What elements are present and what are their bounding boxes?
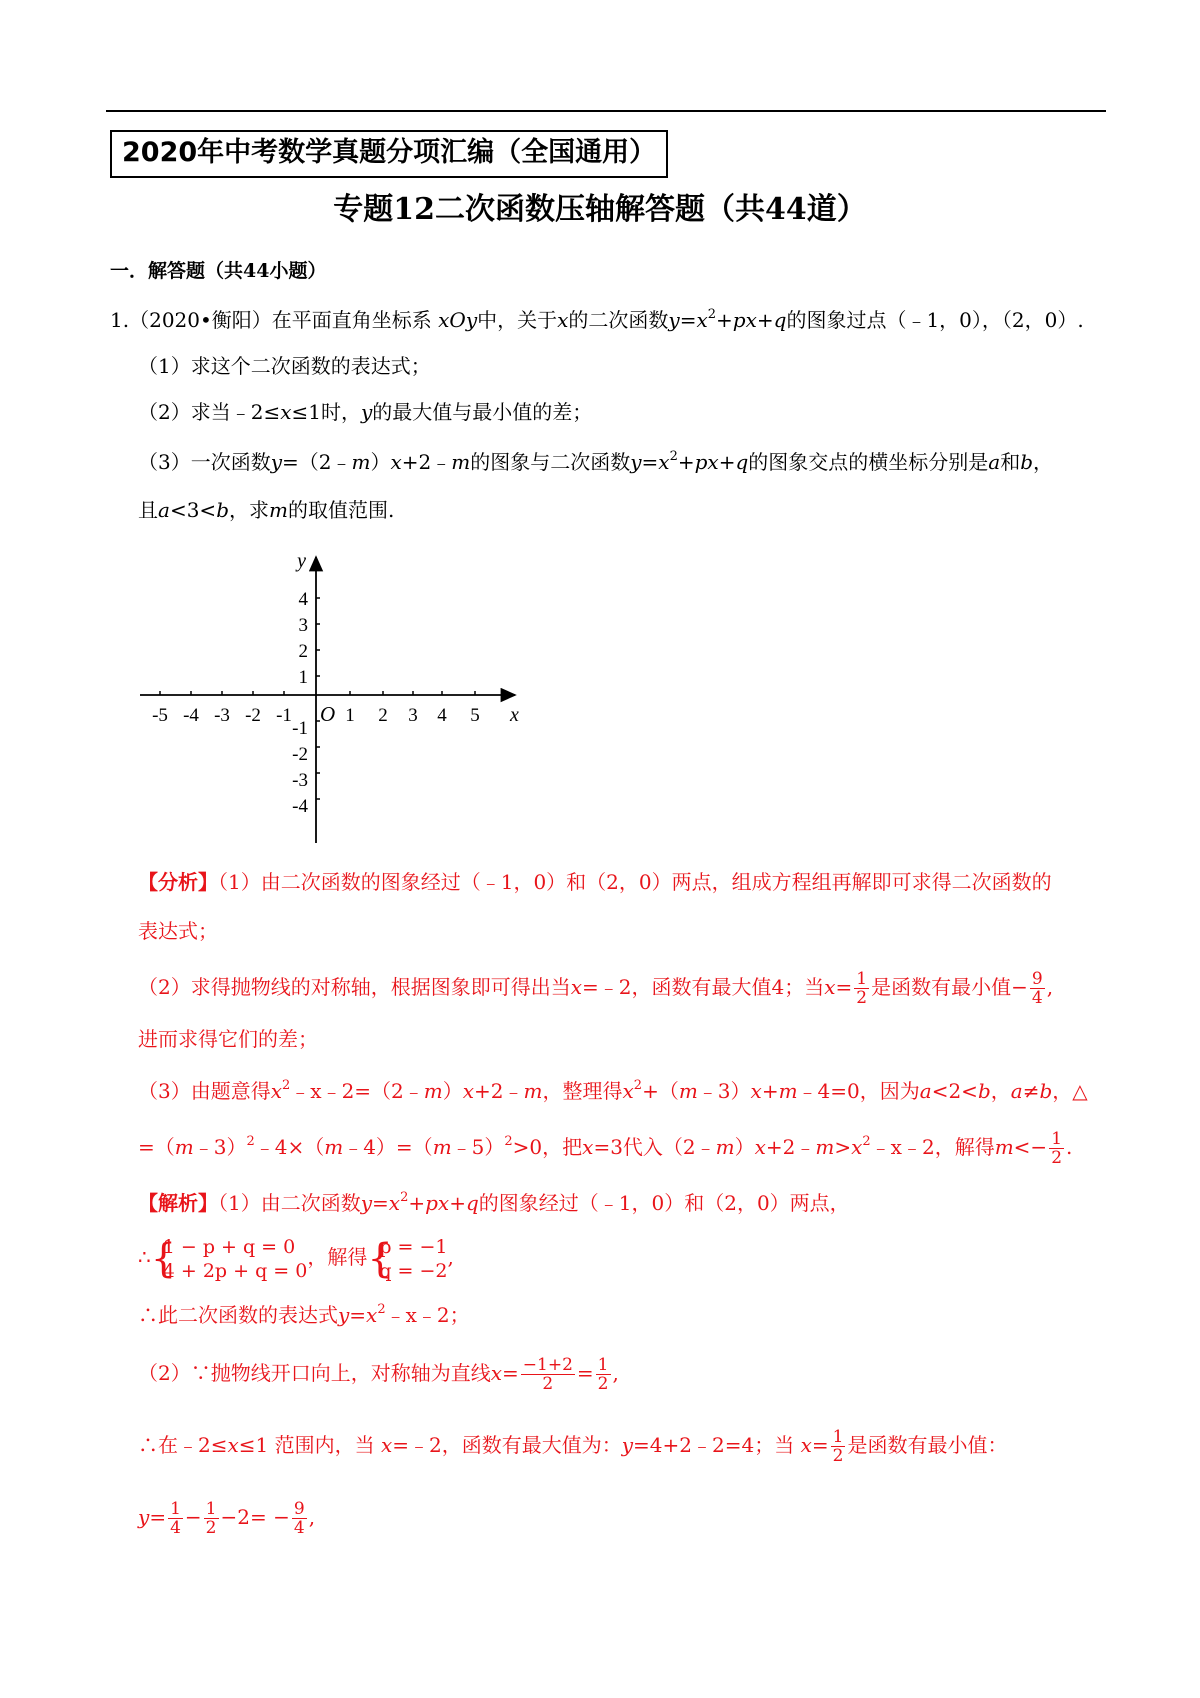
fraction: $\frac{1}{2}$ bbox=[205, 1499, 217, 1538]
coordinate-axes-figure bbox=[130, 545, 530, 845]
fraction: $\frac{1}{2}$ bbox=[1051, 1129, 1063, 1168]
y-tick-label: -3 bbox=[292, 770, 308, 791]
y-tick-label: 1 bbox=[298, 667, 308, 688]
origin-label: O bbox=[320, 702, 336, 726]
equation-system: { p = −1 q = −2 bbox=[367, 1235, 448, 1282]
solution-s4: （2）∵抛物线开口向上，对称轴为直线x= $\frac{-1+2}{2}$ = $\frac{1}{2}$ , bbox=[138, 1355, 619, 1394]
solution-s6: y= $\frac{1}{4}$ − $\frac{1}{2}$ −2= − $\frac{9}{4}$ , bbox=[138, 1499, 316, 1538]
analysis-p2: （2）求得抛物线的对称轴，根据图象即可得出当x=﹣2，函数有最大值4；当x= $\frac{1}{2}$ 是函数有最小值− $\frac{9}{4}$ , bbox=[138, 969, 1054, 1008]
problem-number: 1 bbox=[110, 308, 123, 332]
y-tick-label: -2 bbox=[292, 744, 308, 765]
fraction: $\frac{9}{4}$ bbox=[1031, 969, 1043, 1008]
y-tick-label: 3 bbox=[298, 615, 308, 636]
equation-system: { 1 − p + q = 0 4 + 2p + q = 0 bbox=[150, 1235, 308, 1282]
analysis-p1-cont: 表达式； bbox=[138, 919, 218, 943]
y-tick-label: 2 bbox=[298, 641, 308, 662]
x-tick-label: -3 bbox=[214, 705, 230, 726]
solution-s3: ∴此二次函数的表达式$y=x^2﹣x﹣2$； bbox=[138, 1302, 470, 1327]
fraction: $\frac{1}{4}$ bbox=[170, 1499, 181, 1538]
fraction: $\frac{1}{2}$ bbox=[597, 1355, 609, 1394]
problem-source: （2020•衡阳） bbox=[129, 308, 272, 332]
solution-s2: ∴ { 1 − p + q = 0 4 + 2p + q = 0 ，解得 { p = −1 q = −2 , bbox=[138, 1235, 454, 1282]
problem-stem: 1.（2020•衡阳）在平面直角坐标系 xOy中，关于x的二次函数$y=x^2+px+q$的图象过点（﹣1，0），（2，0）. bbox=[110, 307, 1084, 332]
y-tick-label: -1 bbox=[292, 718, 308, 739]
question-3: （3）一次函数y=（2﹣m）x+2﹣m的图象与二次函数$y=x^2+px+q$的图象交点的横坐标分别是a和b， bbox=[138, 449, 1054, 474]
section-heading: 一．解答题（共44小题） bbox=[110, 260, 327, 282]
analysis-p3: （3）由题意得$x^2﹣x﹣2=(2﹣m)x+2﹣m$，整理得$x^2+(m﹣3)x+m﹣4=0$，因为a<2<b，a≠b，△ bbox=[138, 1078, 1088, 1103]
x-tick-label: -4 bbox=[183, 705, 199, 726]
fraction: $\frac{-1+2}{2}$ bbox=[522, 1355, 573, 1394]
fraction: $\frac{9}{4}$ bbox=[293, 1499, 305, 1538]
x-tick-label: -1 bbox=[276, 705, 292, 726]
y-axis-label: y bbox=[297, 550, 306, 572]
question-2: （2）求当﹣2≤x≤1时，y的最大值与最小值的差； bbox=[138, 400, 593, 424]
x-tick-label: 3 bbox=[408, 705, 418, 726]
analysis-label: 【分析】 bbox=[138, 870, 218, 894]
analysis-p3-cont: =（m﹣3）$^2$﹣4×（m﹣4）=（m﹣5）$^2$>0，把x=3代入$(2﹣m)x+2﹣m>x^2﹣x﹣2$，解得m<− $\frac{1}{2}$ . bbox=[138, 1129, 1073, 1168]
y-tick-label: -4 bbox=[292, 796, 308, 817]
x-tick-label: 2 bbox=[378, 705, 388, 726]
x-tick-label: 4 bbox=[437, 705, 447, 726]
question-1: （1）求这个二次函数的表达式； bbox=[138, 354, 431, 378]
x-tick-label: 1 bbox=[345, 705, 355, 726]
analysis-p2-cont: 进而求得它们的差； bbox=[138, 1027, 318, 1051]
solution-label: 【解析】 bbox=[138, 1191, 218, 1215]
fraction: $\frac{1}{2}$ bbox=[856, 969, 868, 1008]
x-axis-label: x bbox=[510, 704, 519, 726]
series-title: 2020年中考数学真题分项汇编（全国通用） bbox=[110, 130, 668, 178]
solution-s5: ∴在﹣2≤x≤1 范围内，当 x=﹣2，函数有最大值为：y=4+2﹣2=4；当 x= $\frac{1}{2}$ 是函数有最小值： bbox=[138, 1427, 1008, 1466]
fraction: $\frac{1}{2}$ bbox=[832, 1427, 844, 1466]
question-3-cont: 且a<3<b，求m的取值范围. bbox=[138, 498, 395, 522]
y-tick-label: 4 bbox=[298, 589, 308, 610]
x-tick-label: -5 bbox=[152, 705, 168, 726]
top-rule bbox=[106, 110, 1106, 112]
x-tick-label: 5 bbox=[470, 705, 480, 726]
x-tick-label: -2 bbox=[245, 705, 261, 726]
analysis-p1: 【分析】（1）由二次函数的图象经过（﹣1，0）和（2，0）两点，组成方程组再解即可求得二次函数的 bbox=[138, 870, 1052, 894]
y-tick-labels bbox=[292, 589, 308, 817]
topic-title: 专题12二次函数压轴解答题（共44道） bbox=[333, 192, 867, 227]
solution-s1: 【解析】（1）由二次函数$y=x^2+px+q$的图象经过（﹣1，0）和（2，0）两点， bbox=[138, 1190, 850, 1215]
